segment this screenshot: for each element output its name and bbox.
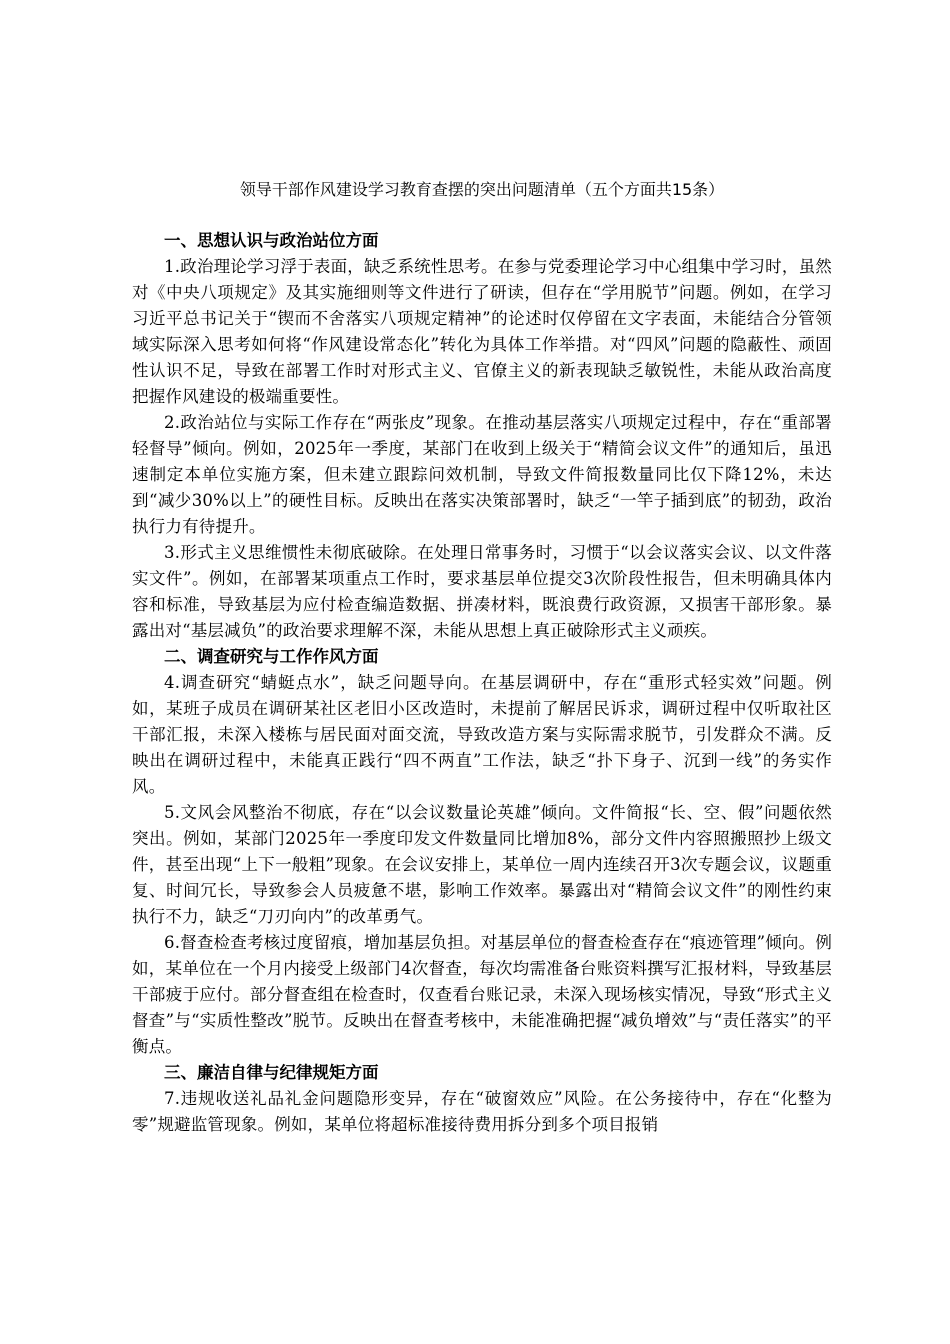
document-page: [132, 176, 832, 1138]
paragraph: 2.政治站位与实际工作存在“两张皮”现象。在推动基层落实八项规定过程中，存在“重部署轻督导”倾向。例如，2025年一季度，某部门在收到上级关于“精简会议文件”的通知后，虽迅速制定本单位实施方案，但未建立跟踪问效机制，导致文件简报数量同比仅下降12%，未达到“减少30%以上”的硬性目标。反映出在落实决策部署时，缺乏“一竿子插到底”的韧劲，政治执行力有待提升。: [132, 413, 832, 536]
section-heading: 二、调查研究与工作作风方面: [164, 647, 379, 666]
section-heading: 一、思想认识与政治站位方面: [164, 231, 379, 250]
paragraph: 3.形式主义思维惯性未彻底破除。在处理日常事务时，习惯于“以会议落实会议、以文件落实文件”。例如，在部署某项重点工作时，要求基层单位提交3次阶段性报告，但未明确具体内容和标准，导致基层为应付检查编造数据、拼凑材料，既浪费行政资源，又损害干部形象。暴露出对“基层减负”的政治要求理解不深，未能从思想上真正破除形式主义顽疾。: [132, 543, 832, 640]
paragraph: 1.政治理论学习浮于表面，缺乏系统性思考。在参与党委理论学习中心组集中学习时，虽然对《中央八项规定》及其实施细则等文件进行了研读，但存在“学用脱节”问题。例如，在学习习近平总书记关于“锲而不舍落实八项规定精神”的论述时仅停留在文字表面，未能结合分管领域实际深入思考如何将“作风建设常态化”转化为具体工作举措。对“四风”问题的隐蔽性、顽固性认识不足，导致在部署工作时对形式主义、官僚主义的新表现缺乏敏锐性，未能从政治高度把握作风建设的极端重要性。: [132, 257, 832, 406]
paragraph: 7.违规收送礼品礼金问题隐形变异，存在“破窗效应”风险。在公务接待中，存在“化整为零”规避监管现象。例如，某单位将超标准接待费用拆分到多个项目报销: [132, 1089, 832, 1134]
section-1: [132, 228, 832, 644]
section-3: [132, 1060, 832, 1138]
paragraph: 6.督查检查考核过度留痕，增加基层负担。对基层单位的督查检查存在“痕迹管理”倾向。例如，某单位在一个月内接受上级部门4次督查，每次均需准备台账资料撰写汇报材料，导致基层干部疲于应付。部分督查组在检查时，仅查看台账记录，未深入现场核实情况，导致“形式主义督查”与“实质性整改”脱节。反映出在督查考核中，未能准确把握“减负增效”与“责任落实”的平衡点。: [132, 933, 833, 1056]
paragraph: 4.调查研究“蜻蜓点水”，缺乏问题导向。在基层调研中，存在“重形式轻实效”问题。例如，某班子成员在调研某社区老旧小区改造时，未提前了解居民诉求，调研过程中仅听取社区干部汇报，未深入楼栋与居民面对面交流，导致改造方案与实际需求脱节，引发群众不满。反映出在调研过程中，未能真正践行“四不两直”工作法，缺乏“扑下身子、沉到一线”的务实作风。: [132, 673, 832, 796]
section-heading: 三、廉洁自律与纪律规矩方面: [164, 1063, 379, 1082]
document-title: 领导干部作风建设学习教育查摆的突出问题清单（五个方面共15条）: [239, 180, 725, 199]
section-2: [132, 644, 832, 1060]
paragraph: 5.文风会风整治不彻底，存在“以会议数量论英雄”倾向。文件简报“长、空、假”问题依然突出。例如，某部门2025年一季度印发文件数量同比增加8%，部分文件内容照搬照抄上级文件，甚至出现“上下一般粗”现象。在会议安排上，某单位一周内连续召开3次专题会议，议题重复、时间冗长，导致参会人员疲惫不堪，影响工作效率。暴露出对“精简会议文件”的刚性约束执行不力，缺乏“刀刃向内”的改革勇气。: [132, 803, 832, 926]
